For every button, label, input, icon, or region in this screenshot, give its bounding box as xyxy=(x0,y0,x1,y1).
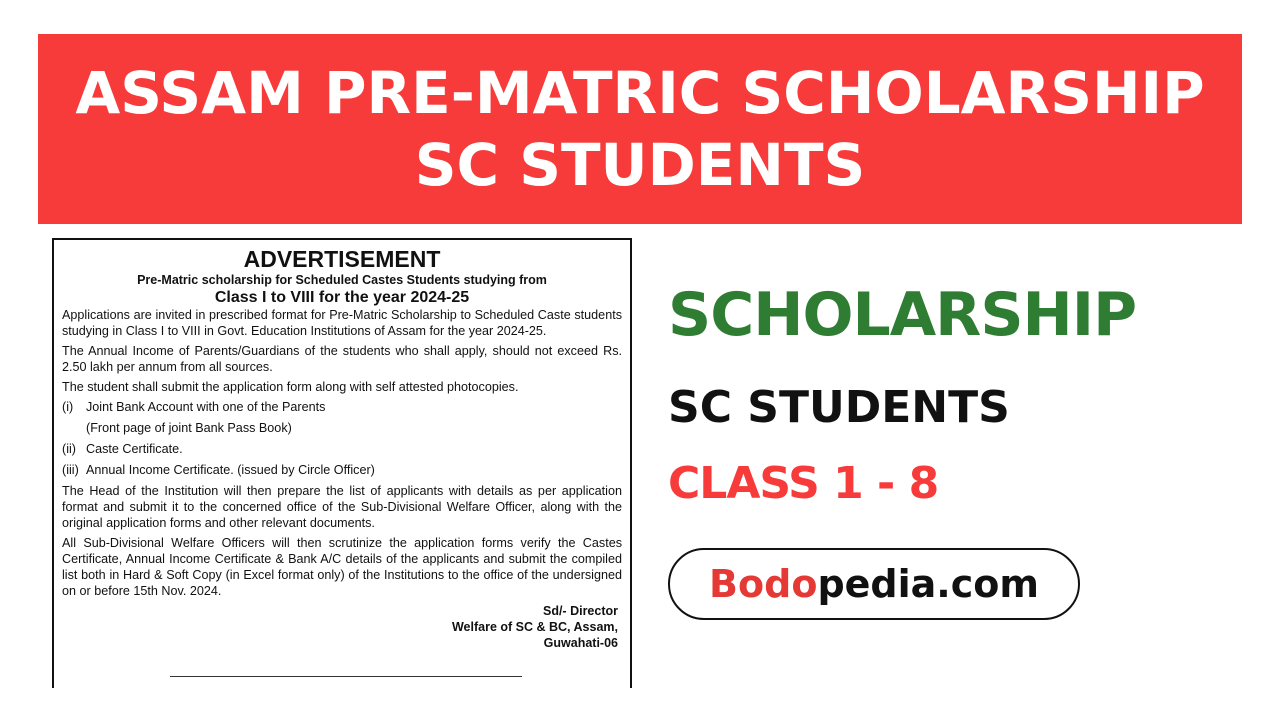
ad-paragraph: The Annual Income of Parents/Guardians of the students who shall apply, should not exceed Rs. 2.50 lakh per annum from all sources. xyxy=(62,344,622,374)
ad-title: ADVERTISEMENT xyxy=(243,246,441,272)
ad-signature-line3: Guwahati-06 xyxy=(543,636,618,650)
ad-list-text: Joint Bank Account with one of the Parents xyxy=(86,400,326,414)
ad-list-item xyxy=(62,441,622,457)
banner-title-line1: ASSAM PRE-MATRIC SCHOLARSHIP xyxy=(75,59,1205,127)
ad-list-number: (iii) xyxy=(62,463,79,477)
banner-title-line2: SC STUDENTS xyxy=(414,131,866,199)
ad-list-item xyxy=(62,462,622,478)
sc-students-label: SC STUDENTS xyxy=(668,382,1010,433)
ad-subtitle-class: Class I to VIII for the year 2024-25 xyxy=(214,289,470,306)
class-range-label: CLASS 1 - 8 xyxy=(668,458,939,509)
ad-list-note: (Front page of joint Bank Pass Book) xyxy=(86,421,292,435)
ad-subtitle: Pre-Matric scholarship for Scheduled Castes Students studying from xyxy=(137,273,547,287)
ad-list-text: Annual Income Certificate. (issued by Circle Officer) xyxy=(86,463,375,477)
ad-signature-line1: Sd/- Director xyxy=(542,604,618,618)
ad-list-text: Caste Certificate. xyxy=(86,442,183,456)
ad-list-number: (ii) xyxy=(62,442,76,456)
ad-paragraph: All Sub-Divisional Welfare Officers will then scrutinize the application forms verify the Castes Certificate, Annual Income Certificate & Bank A/C details of the applicants and submit the compiled list both in Hard & Soft Copy (in Excel format only) of the Institutions to the office of the undersigned on or before 15th Nov. 2024. xyxy=(62,536,622,598)
ad-signature-line2: Welfare of SC & BC, Assam, xyxy=(451,620,618,634)
ad-list-number: (i) xyxy=(62,400,74,414)
ad-paragraph: Applications are invited in prescribed format for Pre-Matric Scholarship to Scheduled Caste students studying in Class I to VIII in Govt. Education Institutions of Assam for the year 2024-25. xyxy=(62,308,622,338)
ad-paragraph: The student shall submit the application form along with self attested photocopies. xyxy=(62,380,519,394)
scholarship-heading: SCHOLARSHIP xyxy=(668,280,1137,350)
ad-list-item xyxy=(62,399,622,415)
brand-name-part1: Bodo xyxy=(709,562,818,606)
brand-name-part2: pedia.com xyxy=(817,562,1039,606)
ad-paragraph: The Head of the Institution will then prepare the list of applicants with details as per application format and submit it to the concerned office of the Sub-Divisional Welfare Officer, along with the original application forms and other relevant documents. xyxy=(62,484,622,530)
bodopedia-site-link[interactable] xyxy=(668,548,1080,620)
advertisement-clipping xyxy=(52,238,632,688)
title-banner xyxy=(38,34,1242,224)
ad-divider xyxy=(170,676,522,677)
